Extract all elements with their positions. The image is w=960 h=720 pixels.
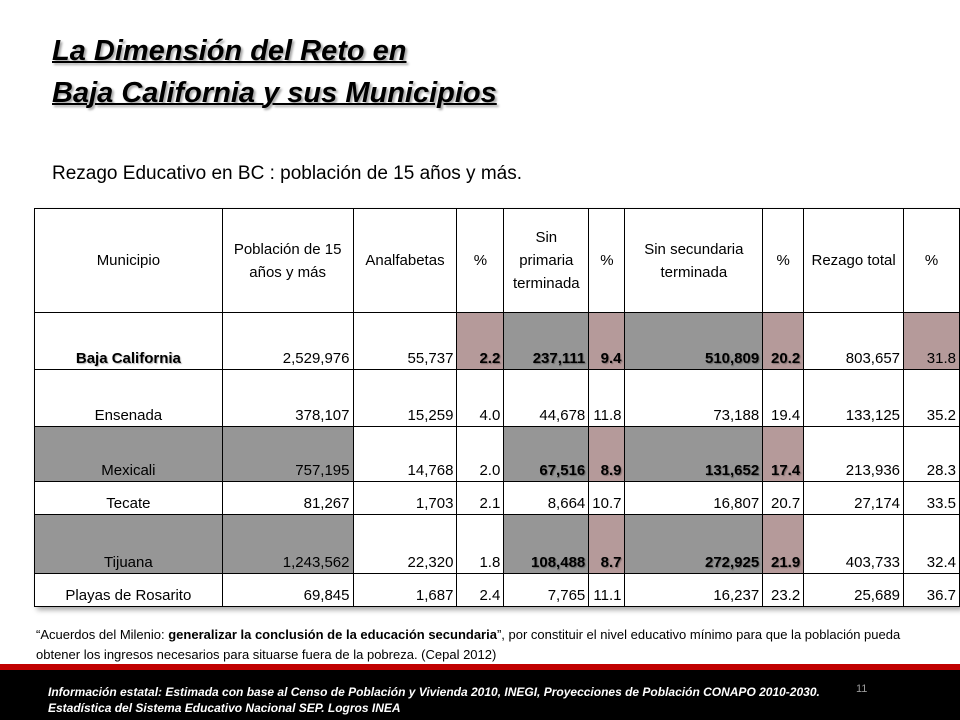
cell-sin-primaria: 44,678 (504, 370, 589, 427)
slide-title-line2: Baja California y sus Municipios (52, 77, 497, 109)
cell-pct-analfabetas: 4.0 (457, 370, 504, 427)
cell-sin-secundaria: 16,237 (625, 574, 763, 607)
cell-pct-primaria: 8.9 (589, 427, 625, 482)
cell-pct-primaria: 10.7 (589, 482, 625, 515)
cell-analfabetas: 55,737 (353, 313, 457, 370)
cell-analfabetas: 14,768 (353, 427, 457, 482)
cell-poblacion: 1,243,562 (222, 515, 353, 574)
cell-poblacion: 81,267 (222, 482, 353, 515)
cell-poblacion: 2,529,976 (222, 313, 353, 370)
cell-municipio: Baja California (35, 313, 223, 370)
col-header-pct-analfabetas: % (457, 209, 504, 313)
cell-poblacion: 378,107 (222, 370, 353, 427)
table-row (35, 370, 960, 427)
cell-pct-primaria: 11.8 (589, 370, 625, 427)
cell-sin-primaria: 67,516 (504, 427, 589, 482)
cell-sin-primaria: 8,664 (504, 482, 589, 515)
cell-pct-secundaria: 20.2 (763, 313, 804, 370)
cell-pct-rezago: 36.7 (904, 574, 960, 607)
cell-pct-secundaria: 21.9 (763, 515, 804, 574)
slide-number: 11 (856, 683, 868, 695)
cell-sin-secundaria: 16,807 (625, 482, 763, 515)
cell-rezago-total: 803,657 (804, 313, 904, 370)
table-row (35, 515, 960, 574)
footer-source-line1: Información estatal: Estimada con base al Censo de Población y Vivienda 2010, INEGI, Proyecciones de Población CONAPO 2010-2030. (48, 685, 820, 699)
cell-pct-secundaria: 20.7 (763, 482, 804, 515)
col-header-rezago-total: Rezago total (804, 209, 904, 313)
cell-analfabetas: 1,703 (353, 482, 457, 515)
col-header-pct-secundaria: % (763, 209, 804, 313)
slide-subtitle: Rezago Educativo en BC : población de 15 años y más. (52, 163, 523, 184)
cell-municipio: Playas de Rosarito (35, 574, 223, 607)
cell-pct-rezago: 32.4 (904, 515, 960, 574)
cell-poblacion: 757,195 (222, 427, 353, 482)
cell-municipio: Tijuana (35, 515, 223, 574)
col-header-pct-rezago: % (904, 209, 960, 313)
cell-poblacion: 69,845 (222, 574, 353, 607)
cell-analfabetas: 15,259 (353, 370, 457, 427)
col-header-poblacion: Población de 15 años y más (222, 209, 353, 313)
quote-bold: generalizar la conclusión de la educación secundaria (168, 627, 497, 642)
cell-municipio: Tecate (35, 482, 223, 515)
cell-pct-rezago: 33.5 (904, 482, 960, 515)
cell-municipio: Mexicali (35, 427, 223, 482)
table-row (35, 313, 960, 370)
quote-rest: ”, por constituir el nivel educativo mínimo para que la población pueda obtener los ingresos necesarios para situarse fuera de la pobreza. (Cepal 2012) (36, 627, 901, 662)
cell-rezago-total: 133,125 (804, 370, 904, 427)
cell-rezago-total: 25,689 (804, 574, 904, 607)
cell-pct-rezago: 28.3 (904, 427, 960, 482)
table-header-row (35, 209, 960, 313)
cell-sin-secundaria: 131,652 (625, 427, 763, 482)
slide-title-line1: La Dimensión del Reto en (52, 35, 407, 67)
cell-pct-primaria: 11.1 (589, 574, 625, 607)
col-header-pct-primaria: % (589, 209, 625, 313)
cell-sin-secundaria: 272,925 (625, 515, 763, 574)
col-header-sin-primaria: Sin primaria terminada (504, 209, 589, 313)
cell-analfabetas: 1,687 (353, 574, 457, 607)
cell-pct-rezago: 35.2 (904, 370, 960, 427)
cell-analfabetas: 22,320 (353, 515, 457, 574)
cell-sin-primaria: 108,488 (504, 515, 589, 574)
footer-source (48, 684, 948, 716)
cell-pct-secundaria: 23.2 (763, 574, 804, 607)
cell-pct-analfabetas: 2.4 (457, 574, 504, 607)
cell-pct-analfabetas: 2.0 (457, 427, 504, 482)
col-header-sin-secundaria: Sin secundaria terminada (625, 209, 763, 313)
slide-title (52, 30, 497, 114)
cell-sin-primaria: 237,111 (504, 313, 589, 370)
cell-pct-analfabetas: 1.8 (457, 515, 504, 574)
cell-pct-secundaria: 17.4 (763, 427, 804, 482)
col-header-analfabetas: Analfabetas (353, 209, 457, 313)
col-header-municipio: Municipio (35, 209, 223, 313)
cell-rezago-total: 403,733 (804, 515, 904, 574)
cell-pct-primaria: 8.7 (589, 515, 625, 574)
cell-pct-secundaria: 19.4 (763, 370, 804, 427)
cell-rezago-total: 213,936 (804, 427, 904, 482)
cell-sin-secundaria: 510,809 (625, 313, 763, 370)
cell-municipio: Ensenada (35, 370, 223, 427)
cell-pct-primaria: 9.4 (589, 313, 625, 370)
table-row (35, 482, 960, 515)
cell-pct-analfabetas: 2.2 (457, 313, 504, 370)
table-row (35, 427, 960, 482)
rezago-table (34, 208, 960, 607)
footer-source-line2: Estadística del Sistema Educativo Nacional SEP. Logros INEA (48, 701, 401, 715)
cell-sin-primaria: 7,765 (504, 574, 589, 607)
cell-sin-secundaria: 73,188 (625, 370, 763, 427)
quote-open: “Acuerdos del Milenio: (36, 627, 169, 642)
table-row (35, 574, 960, 607)
cell-pct-rezago: 31.8 (904, 313, 960, 370)
milenio-quote (36, 625, 916, 665)
cell-rezago-total: 27,174 (804, 482, 904, 515)
cell-pct-analfabetas: 2.1 (457, 482, 504, 515)
footer-bar (0, 670, 960, 720)
